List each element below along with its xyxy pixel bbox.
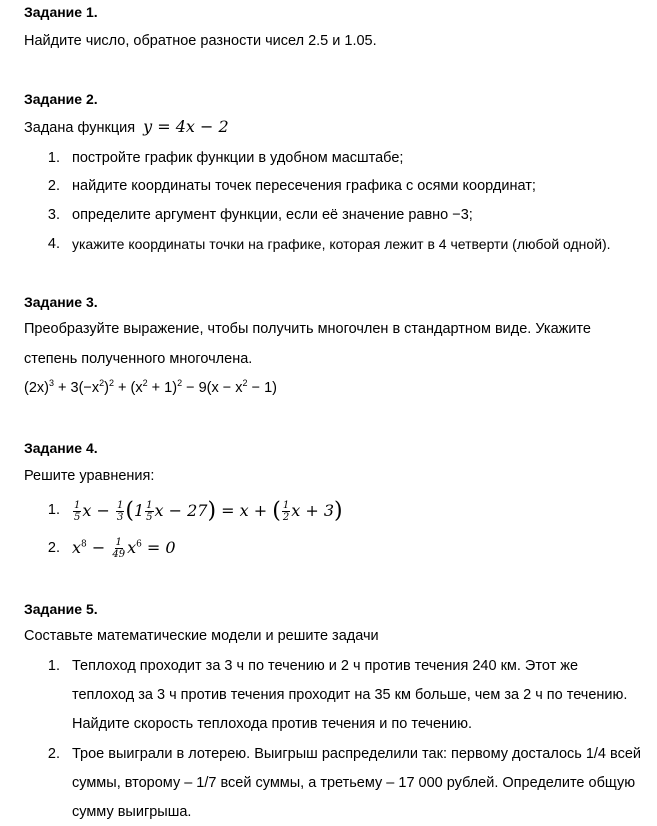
task5-item-1-line-2: теплоход за 3 ч против течения проходит на 35 км больше, чем за 2 ч по течению.	[72, 687, 628, 703]
equation-term: x	[127, 538, 137, 557]
fraction-denominator: 2	[282, 512, 290, 523]
task3-line2: степень полученного многочлена.	[24, 351, 253, 367]
fraction-numerator: 1	[115, 537, 122, 548]
task4-eq2-num: 2.	[47, 540, 60, 556]
expr-part: (2x)	[24, 380, 49, 396]
equation-exp: 8	[81, 539, 87, 550]
task5-item-1-line-3: Найдите скорость теплохода против течения и по течению.	[72, 716, 473, 732]
task2-item-3-num: 3.	[47, 207, 60, 223]
fraction-denominator: 5	[146, 512, 153, 523]
task1-text: Найдите число, обратное разности чисел 2.5 и 1.05.	[24, 33, 377, 49]
task2-intro: Задана функция	[24, 120, 136, 136]
expr-exp: 2	[109, 378, 115, 389]
paren: (	[125, 498, 134, 524]
paren: )	[207, 498, 217, 524]
task4-eq1-num: 1.	[47, 502, 60, 518]
paren: (	[272, 498, 281, 524]
equation-exp: 6	[136, 539, 142, 550]
task4-intro: Решите уравнения:	[24, 468, 155, 484]
task2-item-2-num: 2.	[47, 178, 60, 194]
fraction-numerator: 1	[74, 500, 81, 511]
expr-exp: 2	[177, 378, 183, 389]
fraction-numerator: 1	[282, 500, 290, 511]
task3-expression	[24, 380, 277, 396]
expr-part: − 1)	[247, 380, 277, 396]
task2-heading: Задание 2.	[24, 91, 98, 107]
expr-exp: 3	[48, 378, 54, 389]
equation-term: x −	[82, 501, 115, 520]
task2-item-4: укажите координаты точки на графике, которая лежит в 4 четверти (любой одной).	[72, 236, 611, 252]
task5-item-2-line-1: Трое выиграли в лотерею. Выигрыш распределили так: первому досталось 1/4 всей	[72, 746, 641, 762]
expr-part: + (x	[114, 380, 143, 396]
task5-item-1-line-1: Теплоход проходит за 3 ч по течению и 2 ч против течения 240 км. Этот же	[72, 658, 579, 674]
equation-term: x	[72, 538, 82, 557]
expr-exp: 2	[142, 378, 148, 389]
expr-part: + 3(−x	[54, 380, 100, 396]
equation-term: 1	[133, 501, 145, 520]
task4-heading: Задание 4.	[24, 440, 98, 456]
task2-function: y = 4x − 2	[143, 117, 229, 136]
expr-part: )	[104, 380, 109, 396]
task3-line1: Преобразуйте выражение, чтобы получить многочлен в стандартном виде. Укажите	[24, 321, 591, 337]
fraction-numerator: 1	[146, 500, 153, 511]
task4-equation-2	[72, 531, 176, 565]
expr-part: + 1)	[147, 380, 178, 396]
task1-heading: Задание 1.	[24, 4, 98, 20]
task5-item-2-line-3: сумму выигрыша.	[72, 804, 192, 820]
task4-equation-1	[72, 494, 343, 529]
task3-heading: Задание 3.	[24, 294, 98, 310]
fraction-numerator: 1	[116, 500, 124, 511]
fraction-denominator: 5	[74, 512, 81, 523]
task5-item-1-num: 1.	[47, 658, 60, 674]
task2-item-1-num: 1.	[47, 150, 60, 166]
paren: )	[334, 498, 343, 524]
task2-intro-line	[24, 117, 229, 136]
equation-term: −	[86, 538, 111, 557]
task2-item-1: постройте график функции в удобном масштабе;	[72, 150, 404, 166]
fraction-denominator: 49	[112, 549, 126, 560]
task5-intro: Составьте математические модели и решите задачи	[24, 628, 379, 644]
equation-term: = x +	[216, 501, 273, 520]
task2-item-3: определите аргумент функции, если её значение равно −3;	[72, 207, 473, 223]
expr-exp: 2	[242, 378, 248, 389]
task2-item-4-num: 4.	[47, 236, 60, 252]
task5-item-2-line-2: суммы, второму – 1/7 всей суммы, а третьему – 17 000 рублей. Определите общую	[72, 775, 636, 791]
equation-term: = 0	[141, 538, 176, 557]
expr-part: − 9(x − x	[182, 380, 243, 396]
fraction-denominator: 3	[116, 512, 124, 523]
task5-heading: Задание 5.	[24, 601, 98, 617]
task5-item-2-num: 2.	[47, 746, 60, 762]
expr-exp: 2	[99, 378, 105, 389]
equation-term: x − 27	[154, 501, 208, 520]
equation-term: x + 3	[291, 501, 335, 520]
task2-item-2: найдите координаты точек пересечения графика с осями координат;	[72, 178, 536, 194]
